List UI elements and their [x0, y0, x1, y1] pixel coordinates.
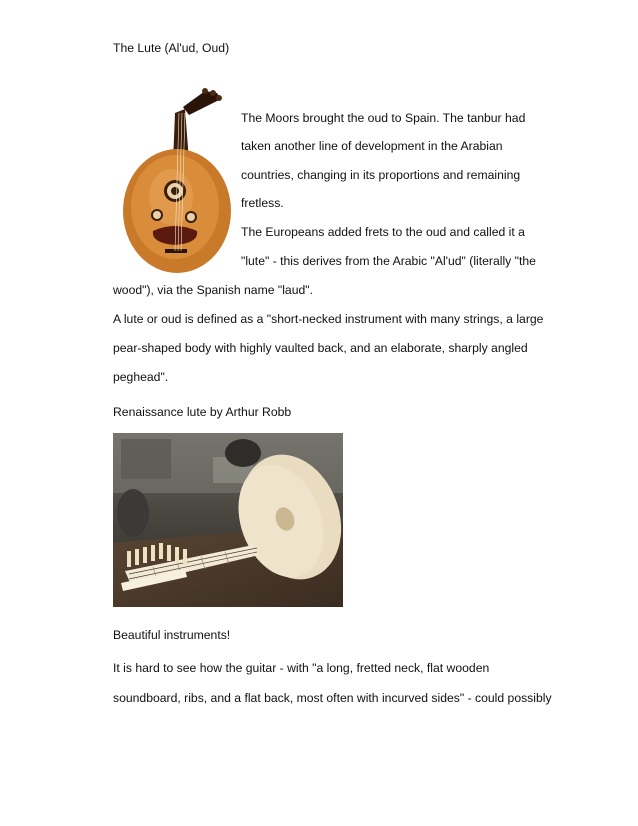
paragraph1-line-7: wood"), via the Spanish name "laud". — [113, 283, 313, 297]
paragraph3-line-2: soundboard, ribs, and a flat back, most often with incurved sides" - could possibly — [113, 691, 552, 705]
document-title: The Lute (Al'ud, Oud) — [113, 41, 230, 55]
paragraph2-line-3: peghead". — [113, 370, 169, 384]
exclamation-text: Beautiful instruments! — [113, 628, 231, 642]
paragraph2-line-1: A lute or oud is defined as a "short-necked instrument with many strings, a large — [113, 312, 544, 326]
oud-photo — [113, 79, 241, 277]
lute-photo — [113, 433, 343, 607]
paragraph1-line-1: The Moors brought the oud to Spain. The tanbur had — [241, 111, 526, 125]
paragraph1-line-2: taken another line of development in the Arabian — [241, 139, 503, 153]
paragraph1-line-3: countries, changing in its proportions and remaining — [241, 168, 521, 182]
oud-illustration — [113, 79, 241, 277]
lute-workshop-illustration — [113, 433, 343, 607]
paragraph3-line-1: It is hard to see how the guitar - with "a long, fretted neck, flat wooden — [113, 661, 490, 675]
paragraph1-line-6: "lute" - this derives from the Arabic "Al'ud" (literally "the — [241, 254, 536, 268]
lute-caption: Renaissance lute by Arthur Robb — [113, 405, 292, 419]
paragraph1-line-5: The Europeans added frets to the oud and called it a — [241, 225, 525, 239]
paragraph1-line-4: fretless. — [241, 196, 284, 210]
paragraph2-line-2: pear-shaped body with highly vaulted back, and an elaborate, sharply angled — [113, 341, 528, 355]
